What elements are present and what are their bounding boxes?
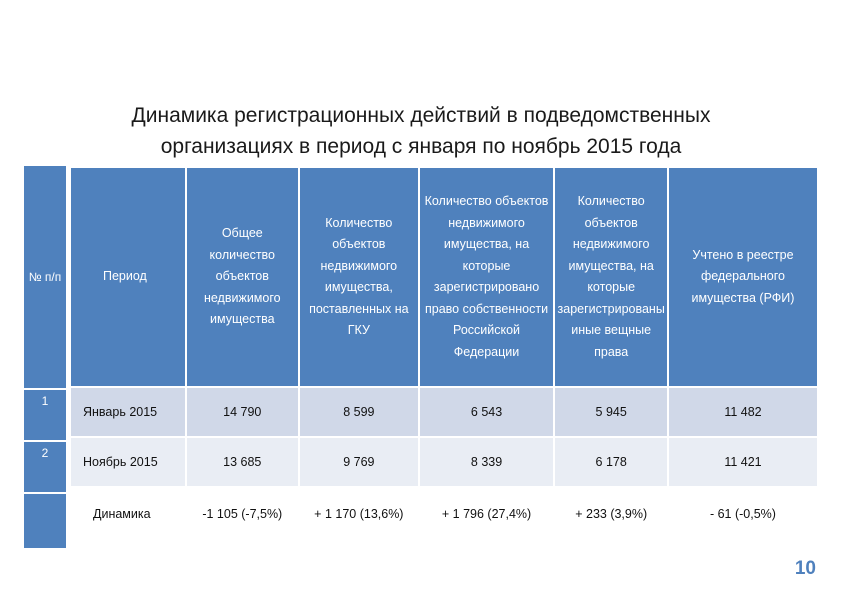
cell-total: 14 790 xyxy=(187,388,299,436)
cell-total: -1 105 (-7,5%) xyxy=(187,488,299,540)
cell-rf: + 1 796 (27,4%) xyxy=(420,488,554,540)
cell-rfi: 11 482 xyxy=(669,388,817,436)
cell-gku: 9 769 xyxy=(300,438,418,486)
cell-gku: + 1 170 (13,6%) xyxy=(300,488,418,540)
cell-rf: 6 543 xyxy=(420,388,554,436)
slide-title xyxy=(60,100,782,162)
row-number-1: 1 xyxy=(24,390,66,440)
cell-period: Динамика xyxy=(71,488,185,540)
header-gku-objects: Количество объектов недвижимого имущества, поставленных на ГКУ xyxy=(300,168,418,386)
num-header: № п/п xyxy=(24,166,66,388)
header-total-objects: Общее количество объектов недвижимого имущества xyxy=(187,168,299,386)
cell-other: + 233 (3,9%) xyxy=(555,488,667,540)
header-rf-ownership: Количество объектов недвижимого имущества, на которые зарегистрировано право собственности Российской Федерации xyxy=(420,168,554,386)
title-line-2: организациях в период с января по ноябрь 2015 года xyxy=(160,135,682,158)
table-header-row xyxy=(71,168,817,386)
table-row-dynamics xyxy=(71,488,817,540)
cell-gku: 8 599 xyxy=(300,388,418,436)
cell-rf: 8 339 xyxy=(420,438,554,486)
header-period: Период xyxy=(71,168,185,386)
cell-period: Ноябрь 2015 xyxy=(71,438,185,486)
registration-table xyxy=(69,166,819,542)
table-row xyxy=(71,388,817,436)
cell-rfi: 11 421 xyxy=(669,438,817,486)
table-row xyxy=(71,438,817,486)
cell-rfi: - 61 (-0,5%) xyxy=(669,488,817,540)
header-rfi-registry: Учтено в реестре федерального имущества (РФИ) xyxy=(669,168,817,386)
title-line-1: Динамика регистрационных действий в подведомственных xyxy=(131,104,711,127)
cell-total: 13 685 xyxy=(187,438,299,486)
row-number-2: 2 xyxy=(24,442,66,492)
header-other-rights: Количество объектов недвижимого имущества, на которые зарегистрированы иные вещные права xyxy=(555,168,667,386)
row-number-column xyxy=(24,166,66,548)
row-number-3 xyxy=(24,494,66,548)
cell-period: Январь 2015 xyxy=(71,388,185,436)
page-number: 10 xyxy=(794,558,816,579)
cell-other: 6 178 xyxy=(555,438,667,486)
cell-other: 5 945 xyxy=(555,388,667,436)
